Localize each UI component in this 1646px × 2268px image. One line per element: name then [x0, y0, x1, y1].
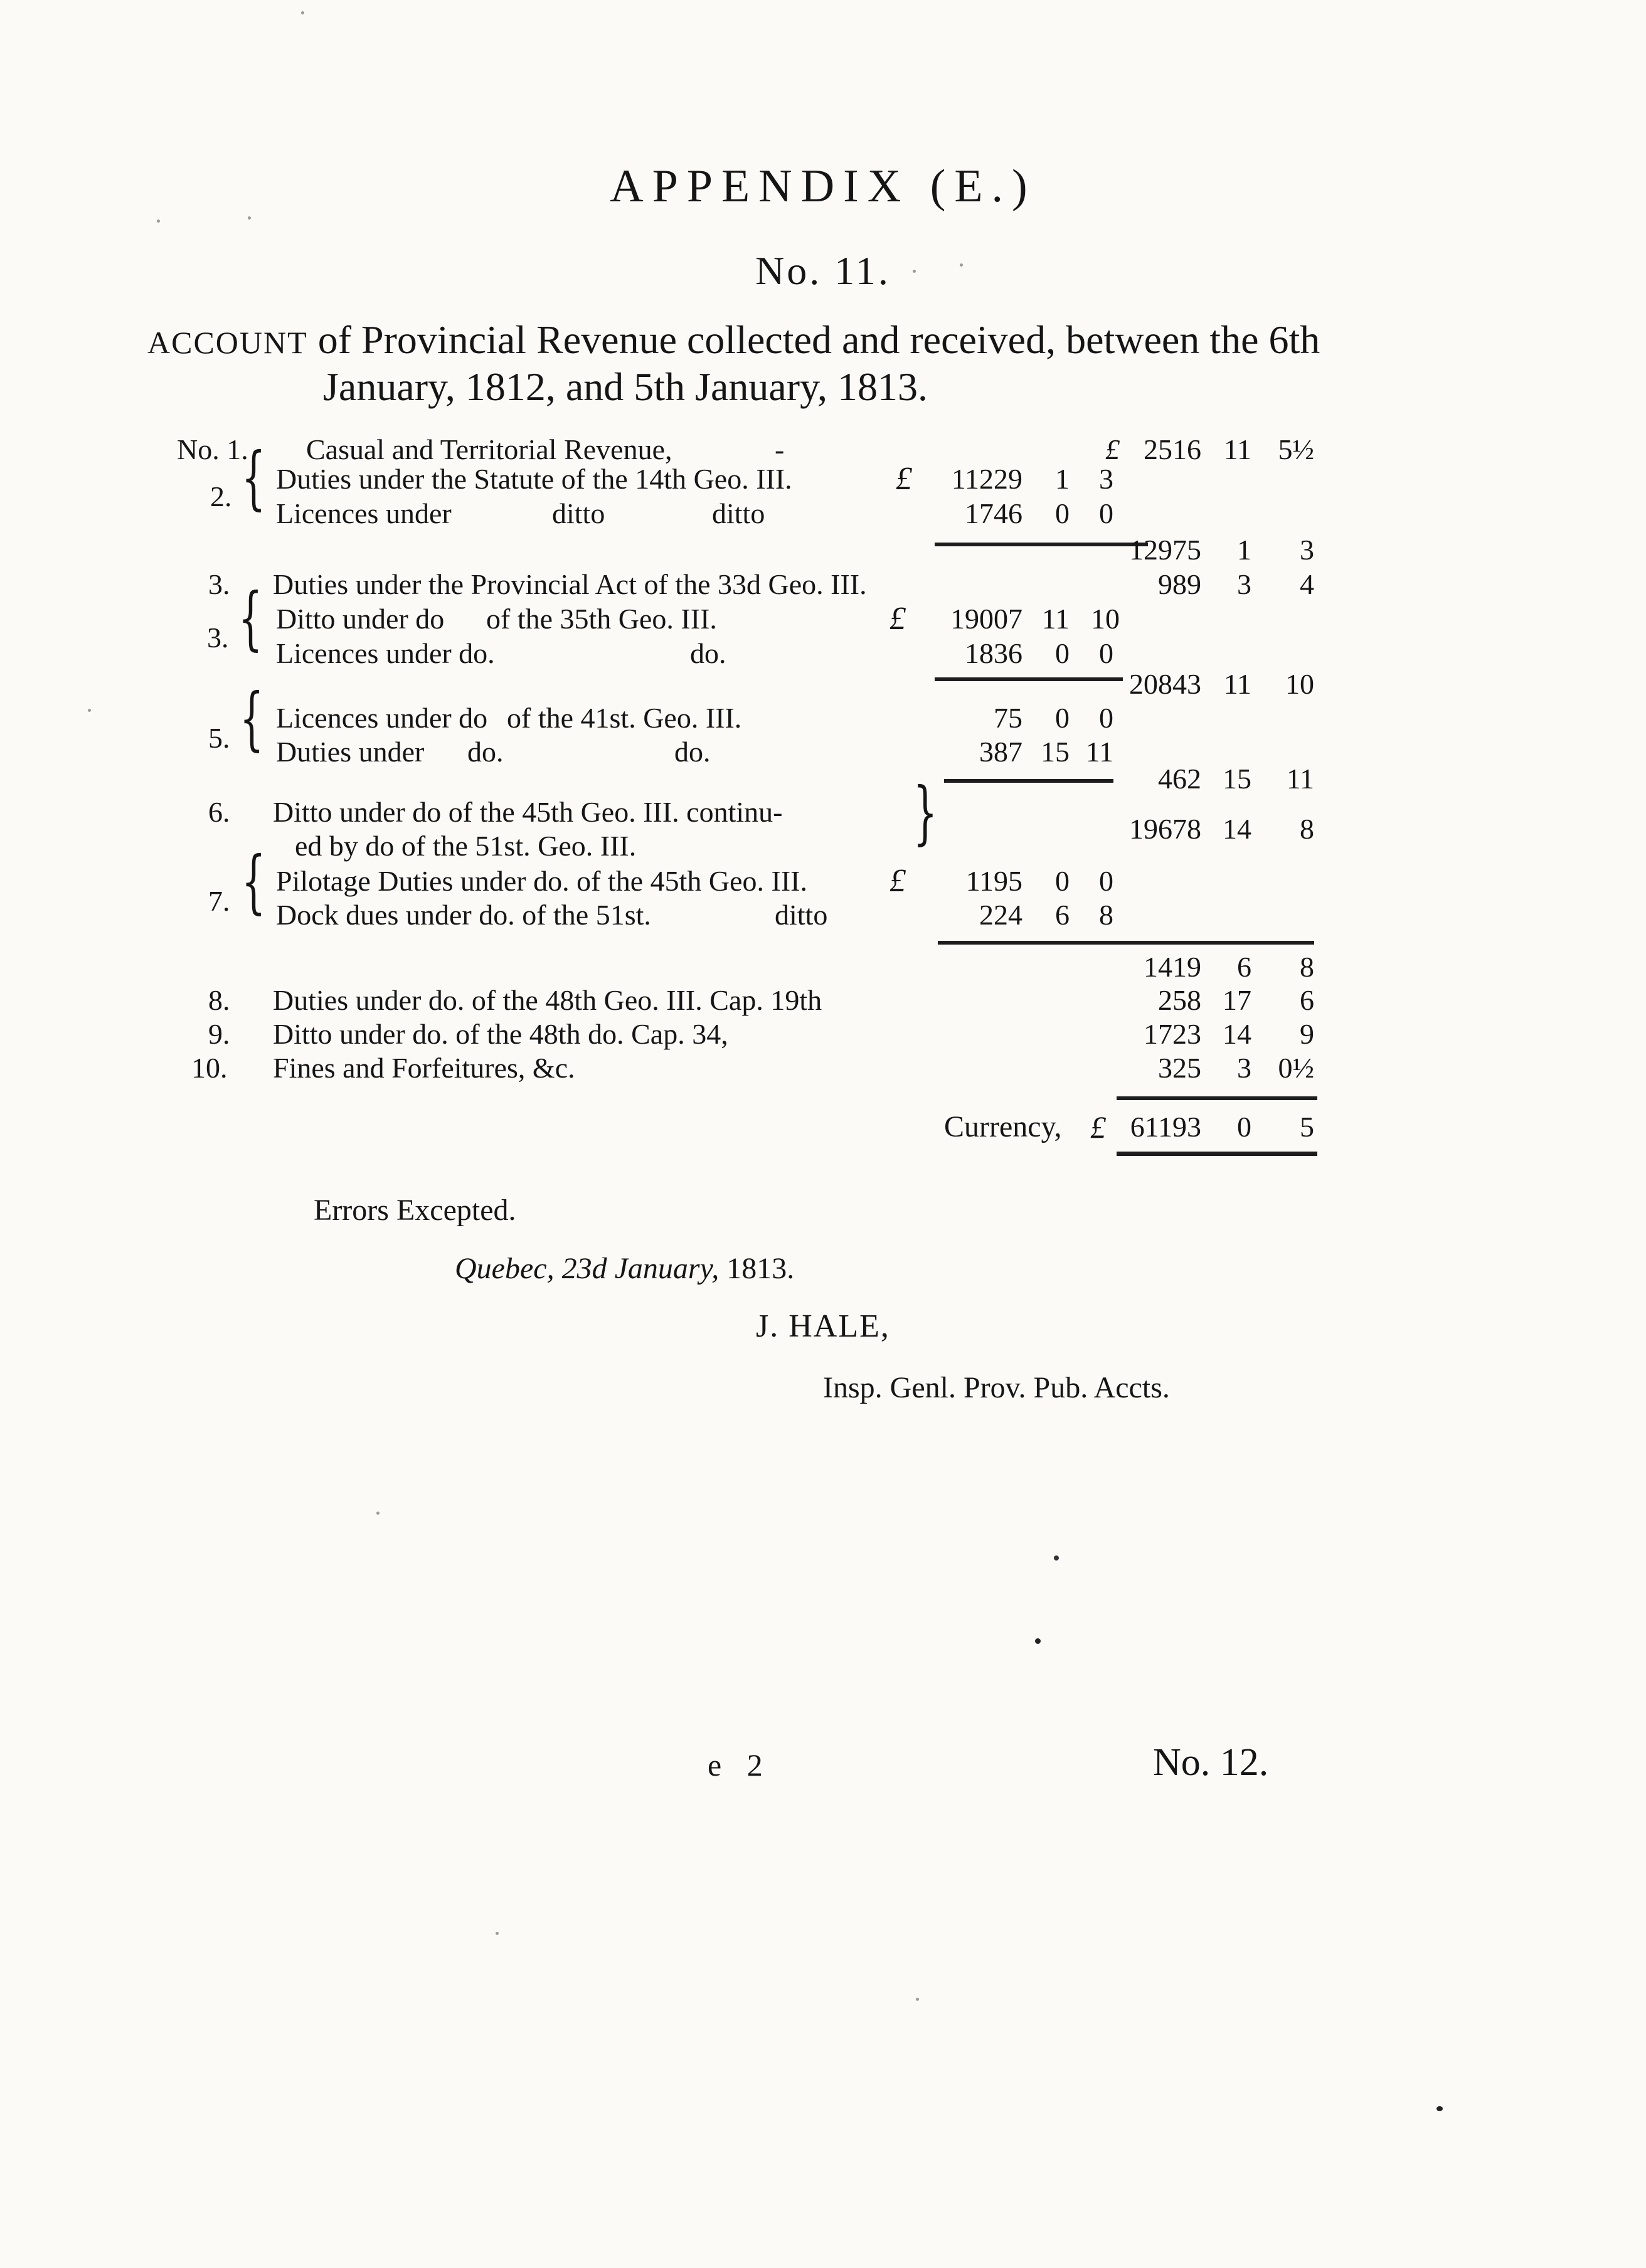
total-pence: 9	[1300, 1018, 1314, 1050]
item-number: 3.	[207, 622, 229, 654]
paper-speck	[248, 216, 251, 220]
sub-amount-pounds: 1836	[965, 637, 1022, 669]
sub-amount-shillings: 0	[1055, 637, 1070, 669]
item-number: 10.	[191, 1052, 228, 1084]
total-pence: 8	[1300, 951, 1314, 983]
total-pence: 0½	[1278, 1052, 1314, 1084]
total-pence: 5½	[1278, 433, 1314, 465]
sub-amount-shillings: 1	[1055, 463, 1070, 495]
total-pence: 6	[1300, 984, 1314, 1016]
sub-item-ditto: ditto	[775, 899, 828, 931]
item-description: Fines and Forfeitures, &c.	[273, 1052, 575, 1084]
sub-item-description: Licences under do	[276, 702, 488, 734]
document-title-line1	[147, 317, 1320, 363]
left-brace: {	[238, 578, 263, 658]
sub-item-description: Dock dues under do. of the 51st.	[276, 899, 651, 931]
sub-amount-shillings: 6	[1055, 899, 1070, 931]
sub-amount-pounds: 1195	[965, 865, 1022, 897]
total-shillings: 3	[1237, 1052, 1251, 1084]
left-brace: {	[240, 678, 264, 758]
total-pounds: 258	[1158, 984, 1201, 1016]
grand-total-shillings: 0	[1237, 1111, 1251, 1143]
total-shillings: 14	[1223, 813, 1251, 845]
sub-item-ditto: do.	[690, 637, 726, 669]
paper-speck	[960, 263, 963, 267]
sub-item-description: Pilotage Duties under do. of the 45th Geo. III.	[276, 865, 807, 897]
item-number: 5.	[208, 722, 230, 754]
subtotal-rule	[935, 543, 1117, 546]
document-title-line2: January, 1812, and 5th January, 1813.	[323, 364, 928, 409]
total-shillings: 17	[1223, 984, 1251, 1016]
total-pence: 8	[1300, 813, 1314, 845]
sub-amount-pounds: 19007	[950, 603, 1022, 635]
signatory-title: Insp. Genl. Prov. Pub. Accts.	[823, 1371, 1170, 1404]
place-date-italic: Quebec, 23d January,	[455, 1252, 719, 1285]
item-number: 6.	[208, 796, 230, 828]
sub-amount-pounds: 224	[979, 899, 1022, 931]
total-pence: 10	[1285, 668, 1314, 700]
total-pounds: 19678	[1129, 813, 1201, 845]
sub-item-description: of the 41st. Geo. III.	[507, 702, 742, 734]
sub-item-description: Licences under do.	[276, 637, 495, 669]
item-dash: -	[775, 433, 785, 465]
paper-speck	[376, 1512, 380, 1515]
sub-amount-pence: 11	[1085, 736, 1113, 768]
item-description: Casual and Territorial Revenue,	[306, 433, 672, 465]
grand-total-pence: 5	[1300, 1111, 1314, 1143]
item-number: 8.	[208, 984, 230, 1016]
paper-speck	[1436, 2106, 1443, 2111]
total-pounds: 462	[1158, 763, 1201, 795]
paper-speck	[913, 270, 916, 273]
grand-total-rule	[1117, 1096, 1317, 1100]
sub-amount-shillings: 0	[1055, 497, 1070, 529]
sub-amount-shillings: 0	[1055, 865, 1070, 897]
sub-item-description: of the 35th Geo. III.	[486, 603, 717, 635]
sub-amount-pence: 0	[1099, 637, 1113, 669]
item-number: 7.	[208, 885, 230, 917]
sub-amount-pence: 0	[1099, 497, 1113, 529]
pound-sign: £	[1090, 1110, 1106, 1145]
signatory-name: J. HALE,	[756, 1308, 890, 1344]
item-number: 3.	[208, 568, 230, 600]
subtotal-rule	[938, 941, 1314, 945]
grand-total-double-rule	[1117, 1152, 1317, 1156]
paper-speck	[301, 11, 304, 14]
total-pounds: 2516	[1144, 433, 1201, 465]
total-shillings: 1	[1237, 534, 1251, 566]
total-pence: 4	[1300, 568, 1314, 600]
sub-item-description: Ditto under do	[276, 603, 445, 635]
sub-amount-pounds: 11229	[951, 463, 1022, 495]
title-small-caps: ACCOUNT	[147, 325, 308, 360]
item-description: Duties under do. of the 48th Geo. III. Cap. 19th	[273, 984, 822, 1016]
paper-speck	[916, 1998, 919, 2001]
total-pence: 11	[1286, 763, 1314, 795]
subtotal-rule	[935, 677, 1123, 681]
place-date-year: 1813.	[726, 1252, 795, 1285]
sub-amount-shillings: 0	[1055, 702, 1070, 734]
item-description: ed by do of the 51st. Geo. III.	[295, 830, 637, 862]
paper-speck	[88, 709, 91, 712]
sub-amount-pence: 10	[1091, 603, 1120, 635]
total-pounds: 1723	[1144, 1018, 1201, 1050]
pound-sign: £	[889, 601, 906, 637]
place-and-date	[455, 1251, 794, 1286]
total-pounds: 989	[1158, 568, 1201, 600]
sub-item-description: Duties under	[276, 736, 425, 768]
total-shillings: 15	[1223, 763, 1251, 795]
page-signature-mark: e 2	[708, 1747, 772, 1783]
total-shillings: 11	[1223, 433, 1251, 465]
sub-item-ditto: ditto	[552, 497, 605, 529]
pound-sign: £	[889, 863, 906, 899]
pound-sign: £	[1105, 433, 1120, 465]
currency-label: Currency,	[944, 1110, 1062, 1143]
sub-amount-pence: 0	[1099, 865, 1113, 897]
sub-item-ditto: do.	[467, 736, 504, 768]
sub-amount-shillings: 15	[1041, 736, 1070, 768]
left-brace: {	[242, 437, 266, 517]
sub-amount-pounds: 75	[994, 702, 1022, 734]
paper-speck	[157, 220, 160, 223]
item-number: No. 1.	[177, 433, 248, 465]
pound-sign: £	[896, 461, 912, 497]
errors-excepted: Errors Excepted.	[314, 1194, 516, 1227]
sub-amount-pounds: 1746	[965, 497, 1022, 529]
paper-speck	[1035, 1638, 1041, 1644]
sub-item-ditto: do.	[674, 736, 711, 768]
item-number: 9.	[208, 1018, 230, 1050]
sub-amount-pence: 3	[1099, 463, 1113, 495]
item-description: Ditto under do of the 45th Geo. III. continu-	[273, 796, 783, 828]
item-description: Ditto under do. of the 48th do. Cap. 34,	[273, 1018, 728, 1050]
sub-amount-shillings: 11	[1041, 603, 1070, 635]
subtotal-rule	[944, 779, 1113, 783]
grand-total-pounds: 61193	[1130, 1111, 1201, 1143]
right-brace: {	[913, 772, 938, 852]
left-brace: {	[242, 841, 266, 921]
sub-amount-pence: 0	[1099, 702, 1113, 734]
title-rest: of Provincial Revenue collected and received, between the 6th	[307, 317, 1320, 362]
catchword: No. 12.	[1153, 1741, 1269, 1784]
total-shillings: 6	[1237, 951, 1251, 983]
paper-speck	[496, 1932, 499, 1935]
item-number: 2.	[210, 480, 232, 512]
sub-amount-pence: 8	[1099, 899, 1113, 931]
item-description: Duties under the Provincial Act of the 33d Geo. III.	[273, 568, 867, 600]
total-pounds: 20843	[1129, 668, 1201, 700]
sub-item-description: Duties under the Statute of the 14th Geo. III.	[276, 463, 792, 495]
total-shillings: 11	[1223, 668, 1251, 700]
total-pounds: 325	[1158, 1052, 1201, 1084]
total-pence: 3	[1300, 534, 1314, 566]
total-pounds: 12975	[1129, 534, 1201, 566]
document-number: No. 11.	[755, 248, 891, 293]
appendix-heading: APPENDIX (E.)	[610, 161, 1036, 212]
sub-item-description: Licences under	[276, 497, 452, 529]
total-shillings: 3	[1237, 568, 1251, 600]
total-shillings: 14	[1223, 1018, 1251, 1050]
sub-amount-pounds: 387	[979, 736, 1022, 768]
paper-speck	[1054, 1555, 1059, 1561]
sub-item-ditto: ditto	[712, 497, 765, 529]
total-pounds: 1419	[1144, 951, 1201, 983]
